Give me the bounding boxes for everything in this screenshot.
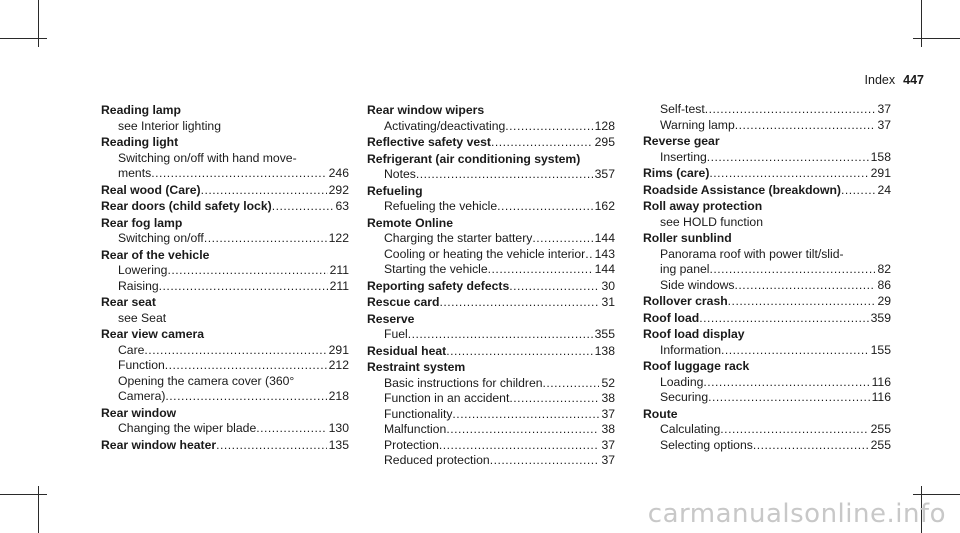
entry-page-number[interactable]: 37 bbox=[877, 117, 891, 132]
index-entry bbox=[101, 438, 349, 454]
entry-page-number[interactable]: 255 bbox=[870, 422, 891, 436]
index-subentry bbox=[643, 390, 891, 406]
leader-dots bbox=[705, 102, 876, 118]
entry-label: Warning lamp bbox=[660, 117, 735, 132]
entry-label: see Interior lighting bbox=[118, 118, 221, 133]
entry-label: Rear view camera bbox=[101, 327, 204, 341]
leader-dots bbox=[165, 389, 326, 405]
leader-dots bbox=[699, 311, 868, 327]
entry-page-number[interactable]: 63 bbox=[335, 199, 349, 213]
leader-dots bbox=[416, 167, 593, 183]
entry-label: Self-test bbox=[660, 102, 705, 116]
entry-label: ments bbox=[118, 166, 152, 180]
index-column-1 bbox=[101, 102, 349, 453]
index-entry bbox=[367, 279, 615, 295]
index-subentry bbox=[367, 407, 615, 423]
entry-label: Rear window heater bbox=[101, 437, 217, 452]
index-subentry bbox=[367, 376, 615, 392]
entry-page-number[interactable]: 211 bbox=[329, 278, 349, 293]
entry-label: Reflective safety vest bbox=[367, 135, 491, 149]
entry-page-number[interactable]: 52 bbox=[601, 375, 615, 390]
entry-label: Cooling or heating the vehicle interior bbox=[384, 246, 586, 261]
index-subentry bbox=[367, 422, 615, 438]
index-subentry bbox=[643, 247, 891, 263]
entry-page-number[interactable]: 295 bbox=[594, 135, 615, 149]
index-entry bbox=[367, 135, 615, 151]
entry-label: Securing bbox=[660, 390, 709, 404]
entry-label: Rims (care) bbox=[643, 166, 710, 180]
watermark: carmanualsonline.info bbox=[647, 499, 946, 529]
entry-label: Refueling the vehicle bbox=[384, 199, 498, 213]
entry-label: Rear seat bbox=[101, 295, 156, 309]
index-column-3 bbox=[643, 102, 891, 453]
entry-label: Roof luggage rack bbox=[643, 359, 750, 373]
entry-label: Restraint system bbox=[367, 360, 466, 374]
entry-page-number[interactable]: 218 bbox=[328, 389, 349, 403]
index-subentry bbox=[101, 421, 349, 437]
index-entry bbox=[367, 152, 615, 168]
index-entry bbox=[101, 199, 349, 215]
index-entry bbox=[643, 199, 891, 215]
leader-dots bbox=[167, 263, 327, 279]
entry-page-number[interactable]: 292 bbox=[328, 182, 349, 197]
entry-label: Basic instructions for children bbox=[384, 375, 543, 390]
index-entry bbox=[101, 295, 349, 311]
entry-label: see Seat bbox=[118, 310, 167, 325]
leader-dots bbox=[256, 421, 326, 437]
leader-dots bbox=[151, 166, 326, 182]
index-subentry bbox=[367, 438, 615, 454]
entry-page-number[interactable]: 24 bbox=[877, 182, 891, 197]
entry-label: Roadside Assistance (breakdown) bbox=[643, 182, 841, 197]
index-entry bbox=[101, 248, 349, 264]
entry-page-number[interactable]: 37 bbox=[877, 102, 891, 116]
leader-dots bbox=[505, 119, 592, 135]
leader-dots bbox=[720, 422, 868, 438]
entry-label: Reserve bbox=[367, 311, 415, 326]
leader-dots bbox=[735, 278, 876, 294]
entry-page-number[interactable]: 122 bbox=[328, 231, 349, 245]
leader-dots bbox=[709, 262, 875, 278]
index-subentry bbox=[367, 247, 615, 263]
entry-page-number[interactable]: 144 bbox=[594, 231, 615, 245]
entry-label: Changing the wiper blade bbox=[118, 421, 257, 435]
section-label: Index bbox=[864, 73, 896, 87]
entry-page-number[interactable]: 38 bbox=[601, 391, 615, 405]
leader-dots bbox=[490, 453, 600, 469]
index-subentry bbox=[101, 151, 349, 167]
entry-label: Remote Online bbox=[367, 215, 454, 230]
leader-dots bbox=[735, 118, 876, 134]
leader-dots bbox=[497, 199, 593, 215]
index-subentry bbox=[101, 279, 349, 295]
leader-dots bbox=[159, 279, 328, 295]
entry-page-number[interactable]: 37 bbox=[601, 437, 615, 452]
entry-label: Selecting options bbox=[660, 437, 753, 452]
leader-dots bbox=[201, 183, 327, 199]
leader-dots bbox=[707, 150, 869, 166]
leader-dots bbox=[753, 438, 869, 454]
entry-page-number[interactable]: 86 bbox=[877, 277, 891, 292]
index-entry bbox=[101, 406, 349, 422]
entry-page-number[interactable]: 116 bbox=[871, 374, 891, 389]
crop-mark bbox=[0, 494, 47, 495]
crop-mark bbox=[921, 0, 922, 47]
index-subentry bbox=[101, 119, 349, 135]
entry-label: Reverse gear bbox=[643, 134, 720, 148]
entry-page-number[interactable]: 31 bbox=[601, 295, 615, 309]
entry-label: Switching on/off with hand move- bbox=[118, 150, 297, 165]
entry-label: Rollover crash bbox=[643, 294, 728, 308]
entry-label: Real wood (Care) bbox=[101, 182, 201, 197]
entry-page-number[interactable]: 116 bbox=[871, 390, 891, 404]
entry-label: Loading bbox=[660, 374, 704, 389]
index-subentry bbox=[643, 102, 891, 118]
index-subentry bbox=[643, 215, 891, 231]
entry-label: Refueling bbox=[367, 183, 423, 198]
entry-page-number[interactable]: 130 bbox=[328, 421, 349, 435]
entry-label: Lowering bbox=[118, 263, 168, 277]
leader-dots bbox=[491, 135, 593, 151]
entry-label: Reading lamp bbox=[101, 103, 181, 117]
leader-dots bbox=[709, 166, 868, 182]
index-subentry bbox=[101, 231, 349, 247]
leader-dots bbox=[721, 343, 869, 359]
entry-label: Starting the vehicle bbox=[384, 262, 488, 276]
leader-dots bbox=[216, 438, 327, 454]
index-entry bbox=[101, 183, 349, 199]
entry-page-number[interactable]: 82 bbox=[877, 262, 891, 276]
entry-page-number[interactable]: 135 bbox=[328, 437, 349, 452]
leader-dots bbox=[452, 407, 599, 423]
entry-label: Camera) bbox=[118, 389, 166, 403]
entry-page-number[interactable]: 38 bbox=[601, 422, 615, 436]
crop-mark bbox=[913, 38, 960, 39]
crop-mark bbox=[913, 494, 960, 495]
index-subentry bbox=[643, 438, 891, 454]
entry-label: Fuel bbox=[384, 327, 408, 341]
index-entry bbox=[101, 327, 349, 343]
entry-label: Rear window wipers bbox=[367, 103, 485, 117]
entry-label: Function in an accident bbox=[384, 391, 510, 405]
index-entry bbox=[643, 134, 891, 150]
entry-label: ing panel bbox=[660, 262, 710, 276]
entry-page-number[interactable]: 291 bbox=[328, 342, 349, 357]
index-subentry bbox=[101, 389, 349, 405]
entry-label: Rear of the vehicle bbox=[101, 247, 210, 262]
entry-label: Information bbox=[660, 342, 721, 357]
leader-dots bbox=[585, 247, 592, 263]
index-subentry bbox=[101, 343, 349, 359]
entry-label: Rear window bbox=[101, 405, 177, 420]
leader-dots bbox=[440, 295, 600, 311]
entry-label: Charging the starter battery bbox=[384, 231, 533, 245]
crop-mark bbox=[0, 38, 47, 39]
leader-dots bbox=[509, 391, 599, 407]
entry-label: Notes bbox=[384, 167, 416, 181]
leader-dots bbox=[446, 344, 592, 360]
entry-label: see HOLD function bbox=[660, 214, 763, 229]
index-entry bbox=[643, 183, 891, 199]
index-entry bbox=[367, 295, 615, 311]
index-entry bbox=[643, 166, 891, 182]
entry-page-number[interactable]: 359 bbox=[870, 310, 891, 325]
entry-page-number[interactable]: 355 bbox=[594, 327, 615, 341]
leader-dots bbox=[488, 262, 593, 278]
index-entry bbox=[367, 312, 615, 328]
entry-label: Raising bbox=[118, 278, 159, 293]
index-subentry bbox=[643, 343, 891, 359]
entry-label: Residual heat bbox=[367, 343, 447, 358]
leader-dots bbox=[144, 343, 326, 359]
entry-label: Rear fog lamp bbox=[101, 215, 183, 230]
leader-dots bbox=[708, 390, 869, 406]
index-subentry bbox=[367, 231, 615, 247]
index-entry bbox=[367, 360, 615, 376]
index-subentry bbox=[367, 262, 615, 278]
entry-label: Reporting safety defects bbox=[367, 278, 510, 293]
entry-label: Route bbox=[643, 406, 678, 421]
index-entry bbox=[367, 103, 615, 119]
index-subentry bbox=[643, 375, 891, 391]
leader-dots bbox=[272, 199, 334, 215]
index-entry bbox=[643, 359, 891, 375]
index-entry bbox=[643, 231, 891, 247]
entry-label: Function bbox=[118, 358, 165, 372]
entry-page-number[interactable]: 255 bbox=[870, 437, 891, 452]
index-entry bbox=[643, 407, 891, 423]
page-number: 447 bbox=[903, 73, 924, 87]
leader-dots bbox=[204, 231, 327, 247]
entry-page-number[interactable]: 128 bbox=[594, 118, 615, 133]
entry-label: Opening the camera cover (360° bbox=[118, 373, 295, 388]
leader-dots bbox=[703, 375, 869, 391]
entry-page-number[interactable]: 158 bbox=[870, 149, 891, 164]
leader-dots bbox=[408, 327, 593, 343]
entry-page-number[interactable]: 29 bbox=[877, 294, 891, 308]
entry-page-number[interactable]: 212 bbox=[328, 358, 349, 372]
entry-label: Care bbox=[118, 342, 145, 357]
entry-label: Panorama roof with power tilt/slid- bbox=[660, 246, 844, 261]
index-subentry bbox=[101, 166, 349, 182]
crop-mark bbox=[38, 0, 39, 47]
leader-dots bbox=[509, 279, 599, 295]
index-subentry bbox=[367, 167, 615, 183]
index-column-2 bbox=[367, 102, 615, 469]
entry-label: Reading light bbox=[101, 135, 179, 149]
entry-label: Malfunction bbox=[384, 422, 447, 436]
index-subentry bbox=[367, 391, 615, 407]
leader-dots bbox=[446, 422, 599, 438]
index-subentry bbox=[643, 150, 891, 166]
index-entry bbox=[101, 103, 349, 119]
index-entry bbox=[101, 216, 349, 232]
entry-page-number[interactable]: 162 bbox=[594, 199, 615, 213]
leader-dots bbox=[165, 358, 327, 374]
index-subentry bbox=[367, 327, 615, 343]
entry-page-number[interactable]: 37 bbox=[601, 453, 615, 467]
index-subentry bbox=[367, 199, 615, 215]
leader-dots bbox=[841, 183, 875, 199]
entry-page-number[interactable]: 211 bbox=[329, 263, 349, 277]
entry-label: Refrigerant (air conditioning system) bbox=[367, 151, 581, 166]
index-subentry bbox=[643, 262, 891, 278]
entry-page-number[interactable]: 357 bbox=[594, 167, 615, 181]
index-subentry bbox=[101, 311, 349, 327]
entry-label: Rescue card bbox=[367, 295, 440, 309]
index-entry bbox=[367, 216, 615, 232]
entry-label: Roof load bbox=[643, 310, 700, 325]
entry-page-number[interactable]: 30 bbox=[601, 278, 615, 293]
index-entry bbox=[643, 311, 891, 327]
leader-dots bbox=[728, 294, 876, 310]
entry-label: Inserting bbox=[660, 149, 707, 164]
index-subentry bbox=[643, 278, 891, 294]
index-subentry bbox=[367, 453, 615, 469]
index-entry bbox=[643, 294, 891, 310]
entry-label: Roller sunblind bbox=[643, 231, 732, 245]
index-subentry bbox=[643, 118, 891, 134]
entry-page-number[interactable]: 138 bbox=[594, 343, 615, 358]
index-subentry bbox=[101, 374, 349, 390]
entry-page-number[interactable]: 144 bbox=[594, 262, 615, 276]
entry-page-number[interactable]: 143 bbox=[594, 246, 615, 261]
entry-label: Roll away protection bbox=[643, 199, 763, 213]
index-subentry bbox=[101, 263, 349, 279]
entry-label: Roof load display bbox=[643, 327, 745, 341]
entry-label: Protection bbox=[384, 437, 439, 452]
entry-page-number[interactable]: 291 bbox=[870, 166, 891, 180]
index-subentry bbox=[367, 119, 615, 135]
index-entry bbox=[643, 327, 891, 343]
index-entry bbox=[101, 135, 349, 151]
index-entry bbox=[367, 344, 615, 360]
leader-dots bbox=[532, 231, 592, 247]
leader-dots bbox=[543, 376, 600, 392]
entry-label: Side windows bbox=[660, 277, 735, 292]
entry-label: Calculating bbox=[660, 422, 721, 436]
entry-label: Rear doors (child safety lock) bbox=[101, 199, 272, 213]
leader-dots bbox=[439, 438, 600, 454]
entry-page-number[interactable]: 37 bbox=[601, 406, 615, 421]
entry-label: Activating/deactivating bbox=[384, 118, 506, 133]
entry-page-number[interactable]: 155 bbox=[870, 342, 891, 357]
entry-label: Functionality bbox=[384, 406, 453, 421]
page-header bbox=[865, 73, 924, 87]
entry-label: Switching on/off bbox=[118, 231, 204, 245]
index-subentry bbox=[101, 358, 349, 374]
entry-page-number[interactable]: 246 bbox=[328, 166, 349, 180]
index-subentry bbox=[643, 422, 891, 438]
index-entry bbox=[367, 184, 615, 200]
entry-label: Reduced protection bbox=[384, 453, 490, 467]
